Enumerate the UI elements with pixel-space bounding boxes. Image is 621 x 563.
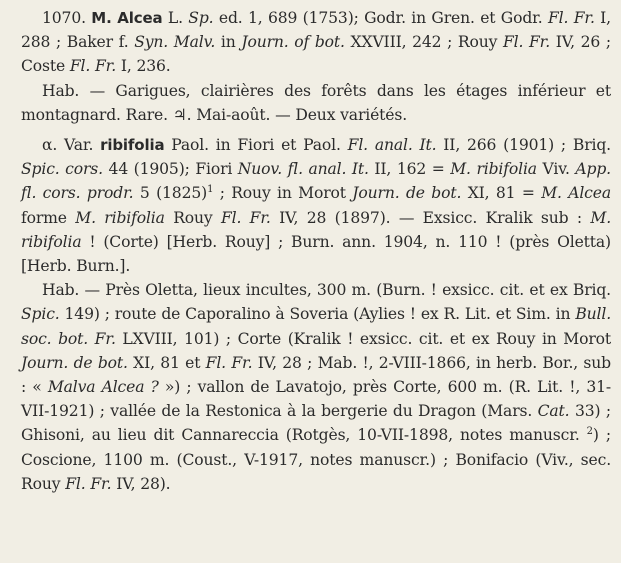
italic-text-run: Cat. xyxy=(537,402,570,421)
text-run: IV, 28). xyxy=(111,474,171,493)
text-run: L. xyxy=(162,9,189,27)
text-run: I, 288 ; Baker f. xyxy=(21,9,616,52)
text-run: 5 (1825) xyxy=(133,184,208,203)
text-run: ») ; vallon de Lavatojo, près Corte, 600 m. (R. Lit. !, 31-VII-1921) ; vallée de la Restonica à la bergerie du Dragon (Mars. xyxy=(21,378,611,421)
text-run: ed. 1, 689 (1753); Godr. in Gren. et Godr. xyxy=(213,9,548,27)
text-run: in xyxy=(215,33,242,52)
footnote-marker: 1 xyxy=(207,184,214,196)
bold-taxon-name: M. Alcea xyxy=(91,9,163,27)
text-run: Hab. — Près Oletta, lieux incultes, 300 m. (Burn. ! exsicc. cit. et ex Briq. xyxy=(42,281,616,300)
text-run: II, 266 (1901) ; Briq. xyxy=(436,136,616,155)
species-entry-paragraph xyxy=(21,6,616,79)
italic-text-run: Spic. xyxy=(21,305,60,324)
footnote-marker: 2 xyxy=(586,426,593,438)
italic-text-run: M. ribifolia xyxy=(450,160,537,179)
text-run: I, 236. xyxy=(116,57,171,76)
italic-text-run: Fl. anal. It. xyxy=(347,136,437,155)
text-run: Viv. xyxy=(536,160,576,179)
italic-text-run: Spic. cors. xyxy=(21,160,103,179)
italic-text-run: Fl. Fr. xyxy=(547,9,595,27)
text-run: LXVIII, 101) ; Corte (Kralik ! exsicc. cit. et ex Rouy in Morot xyxy=(115,329,616,348)
italic-text-run: Fl. Fr. xyxy=(502,33,551,52)
italic-text-run: M. ribifolia xyxy=(75,208,165,227)
text-run: Paol. in Fiori et Paol. xyxy=(164,136,348,155)
text-run: 33) ; Ghisoni, au lieu dit Cannareccia (Rotgès, 10-VII-1898, notes manuscr. xyxy=(21,402,616,445)
text-run: ) ; Coscione, 1100 m. (Coust., V-1917, notes manuscr.) ; Bonifacio (Viv., sec. Rouy xyxy=(21,426,616,493)
italic-text-run: Fl. Fr. xyxy=(65,474,112,493)
italic-text-run: Syn. Malv. xyxy=(134,33,216,52)
text-run: IV, 26 ; Coste xyxy=(21,33,616,76)
text-run: α. Var. xyxy=(42,136,101,155)
italic-text-run: Malva Alcea ? xyxy=(47,378,159,397)
italic-text-run: Fl. Fr. xyxy=(220,208,271,227)
text-run: Hab. — Garigues, clairières des forêts dans les étages inférieur et montagnard. Rare. ♃. Mai-août. — Deux variétés. xyxy=(21,81,616,124)
text-run: ! (Corte) [Herb. Rouy] ; Burn. ann. 1904, n. 110 ! (près Oletta) [Herb. Burn.]. xyxy=(21,232,616,276)
text-run: II, 162 = xyxy=(368,160,451,179)
bold-taxon-name: ribifolia xyxy=(100,136,165,155)
italic-text-run: Journ. de bot. xyxy=(352,184,462,203)
italic-text-run: Sp. xyxy=(188,9,214,27)
italic-text-run: Journ. of bot. xyxy=(241,33,345,52)
italic-text-run: Fl. Fr. xyxy=(205,353,253,372)
italic-text-run: Journ. de bot. xyxy=(21,353,128,372)
text-run: XXVIII, 242 ; Rouy xyxy=(344,33,503,52)
text-run: 44 (1905); Fiori xyxy=(102,160,238,179)
text-run: IV, 28 ; Mab. !, 2-VIII-1866, in herb. Bor., sub : « xyxy=(21,353,616,397)
italic-text-run: M. Alcea xyxy=(541,184,611,203)
variety-ribifolia-paragraph xyxy=(21,133,616,278)
text-run: forme xyxy=(21,184,616,227)
italic-text-run: Bull. soc. bot. Fr. xyxy=(21,305,616,348)
italic-text-run: App. fl. cors. prodr. xyxy=(21,160,616,203)
text-run: ; Rouy in Morot xyxy=(213,184,353,203)
variety-habitat-paragraph xyxy=(21,278,616,496)
text-run: XI, 81 et xyxy=(127,353,206,372)
text-run: IV, 28 (1897). — Exsicc. Kralik sub : xyxy=(270,208,591,227)
text-run: Rouy xyxy=(164,208,221,227)
text-run: 149) ; route de Caporalino à Soveria (Aylies ! ex R. Lit. et Sim. in xyxy=(59,305,576,324)
italic-text-run: M. ribifolia xyxy=(21,208,616,251)
italic-text-run: Nuov. fl. anal. It. xyxy=(237,160,369,179)
italic-text-run: Fl. Fr. xyxy=(69,57,117,76)
text-run: 1070. xyxy=(42,9,92,27)
text-run: XI, 81 = xyxy=(461,184,542,203)
habitat-paragraph xyxy=(21,79,616,127)
